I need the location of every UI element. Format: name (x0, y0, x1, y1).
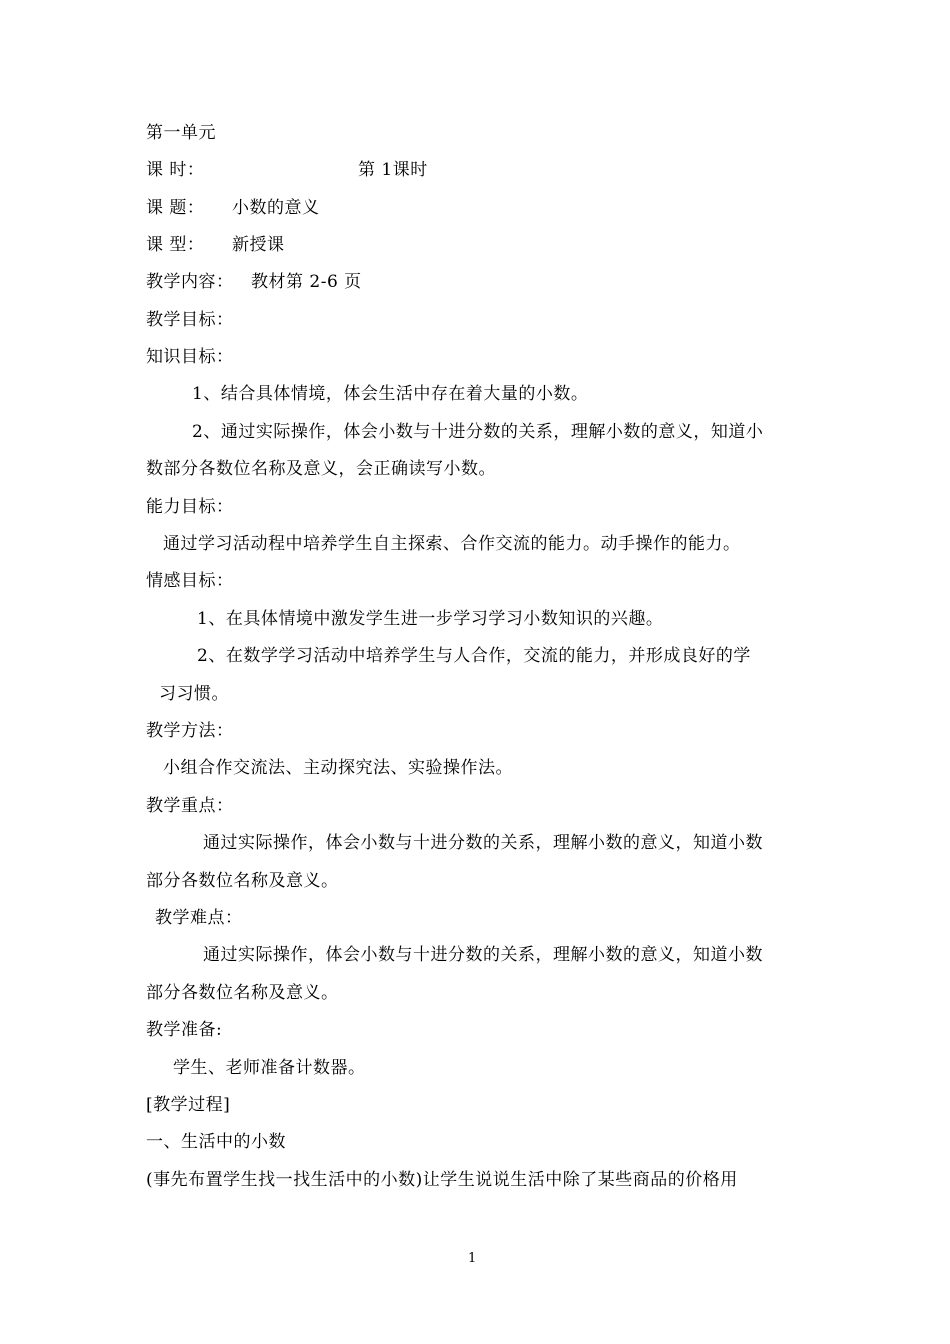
methods-heading: 教学方法： (146, 721, 234, 741)
content-label: 教学内容： (146, 272, 234, 292)
knowledge-item-1: 1、结合具体情境，体会生活中存在着大量的小数。 (192, 384, 589, 404)
content-value: 教材第 2-6 页 (251, 272, 362, 292)
period-label: 课 时： (146, 160, 205, 180)
unit-title: 第一单元 (146, 123, 216, 143)
knowledge-item-2-line-2: 数部分各数位名称及意义，会正确读写小数。 (146, 459, 496, 479)
knowledge-heading: 知识目标： (146, 347, 234, 367)
difficulties-line-2: 部分各数位名称及意义。 (146, 983, 339, 1003)
emotion-item-2-line-2: 习习惯。 (159, 684, 229, 704)
emotion-heading: 情感目标： (146, 571, 234, 591)
preparation-heading: 教学准备: (146, 1020, 223, 1040)
page-number: 1 (468, 1251, 477, 1266)
emotion-item-2-line-1: 2、在数学学习活动中培养学生与人合作，交流的能力，并形成良好的学 (197, 646, 751, 666)
objectives-heading: 教学目标： (146, 310, 234, 330)
process-heading: [教学过程] (146, 1095, 231, 1115)
methods-text: 小组合作交流法、主动探究法、实验操作法。 (163, 758, 513, 778)
ability-text: 通过学习活动程中培养学生自主探索、合作交流的能力。动手操作的能力。 (163, 534, 741, 554)
emotion-item-1: 1、在具体情境中激发学生进一步学习学习小数知识的兴趣。 (197, 609, 664, 629)
preparation-text: 学生、老师准备计数器。 (173, 1058, 366, 1078)
section-1-text: (事先布置学生找一找生活中的小数)让学生说说生活中除了某些商品的价格用 (146, 1170, 738, 1190)
topic-value: 小数的意义 (232, 198, 320, 218)
topic-label: 课 题： (146, 198, 205, 218)
type-value: 新授课 (232, 235, 285, 255)
ability-heading: 能力目标： (146, 497, 234, 517)
knowledge-item-2-line-1: 2、通过实际操作，体会小数与十进分数的关系，理解小数的意义，知道小 (192, 422, 764, 442)
section-1-title: 一、生活中的小数 (146, 1132, 286, 1152)
type-label: 课 型： (146, 235, 205, 255)
difficulties-line-1: 通过实际操作，体会小数与十进分数的关系，理解小数的意义，知道小数 (203, 945, 763, 965)
key-points-line-1: 通过实际操作，体会小数与十进分数的关系，理解小数的意义，知道小数 (203, 833, 763, 853)
key-points-line-2: 部分各数位名称及意义。 (146, 871, 339, 891)
period-value: 第 1课时 (358, 160, 428, 180)
key-points-heading: 教学重点： (146, 796, 234, 816)
difficulties-heading: 教学难点： (155, 908, 243, 928)
